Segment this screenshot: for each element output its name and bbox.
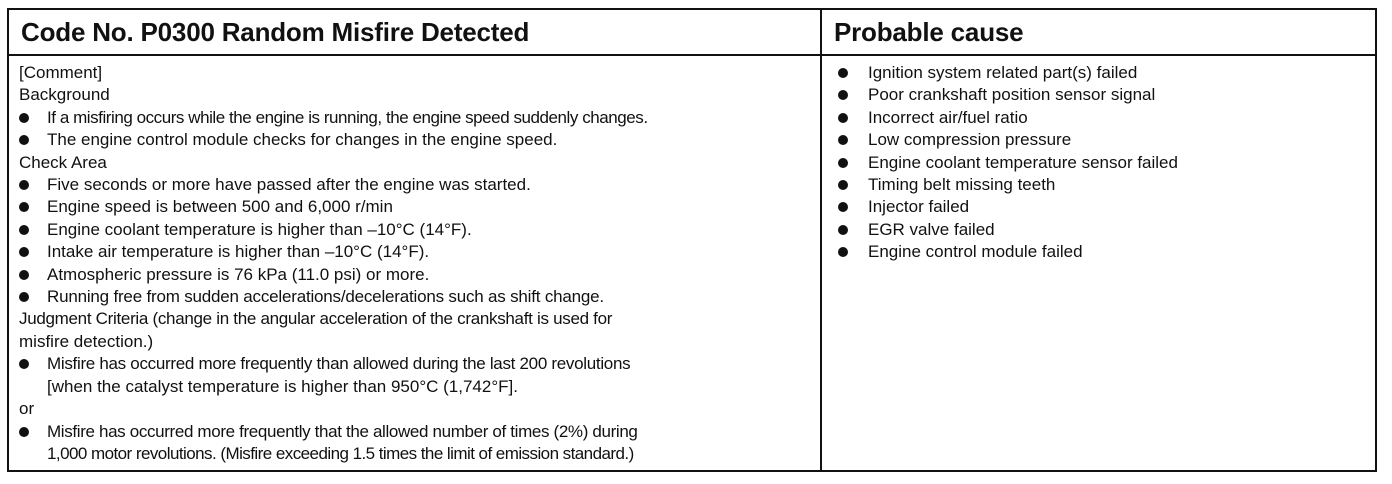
probable-cause-list (822, 56, 1375, 470)
list-item: Timing belt missing teeth (838, 174, 1365, 196)
comment-section (9, 56, 822, 470)
bullet-icon (19, 247, 29, 257)
list-item: EGR valve failed (838, 219, 1365, 241)
bullet-icon (19, 225, 29, 235)
check-area-label: Check Area (19, 152, 107, 172)
probable-cause-title: Probable cause (822, 10, 1375, 56)
bullet-icon (838, 135, 848, 145)
list-item-cont: 1,000 motor revolutions. (Misfire exceeding 1.5 times the limit of emission standard.) (47, 443, 634, 463)
background-label: Background (19, 85, 110, 105)
list-item: Ignition system related part(s) failed (838, 62, 1365, 84)
bullet-icon (838, 247, 848, 257)
list-item: If a misfiring occurs while the engine is running, the engine speed suddenly changes. (19, 107, 810, 129)
bullet-icon (19, 270, 29, 280)
bullet-icon (838, 113, 848, 123)
bullet-icon (19, 180, 29, 190)
list-item: Engine coolant temperature is higher than –10°C (14°F). (19, 219, 810, 241)
list-item: Running free from sudden accelerations/decelerations such as shift change. (19, 286, 810, 308)
judgment-criteria-label: Judgment Criteria (change in the angular acceleration of the crankshaft is used for (19, 309, 613, 329)
list-item: Engine coolant temperature sensor failed (838, 152, 1365, 174)
or-label: or (19, 399, 35, 419)
list-item-cont: [when the catalyst temperature is higher than 950°C (1,742°F]. (47, 376, 518, 396)
list-item: Five seconds or more have passed after the engine was started. (19, 174, 810, 196)
code-title: Code No. P0300 Random Misfire Detected (9, 10, 822, 56)
list-item: Engine speed is between 500 and 6,000 r/min (19, 196, 810, 218)
list-item: Misfire has occurred more frequently that the allowed number of times (2%) during (19, 421, 810, 443)
list-item: Incorrect air/fuel ratio (838, 107, 1365, 129)
bullet-icon (19, 135, 29, 145)
comment-label: [Comment] (19, 63, 103, 82)
list-item: The engine control module checks for changes in the engine speed. (19, 129, 810, 151)
list-item: Low compression pressure (838, 129, 1365, 151)
bullet-icon (838, 158, 848, 168)
list-item: Misfire has occurred more frequently than allowed during the last 200 revolutions (19, 353, 810, 375)
list-item: Engine control module failed (838, 241, 1365, 263)
bullet-icon (19, 359, 29, 369)
bullet-icon (838, 225, 848, 235)
list-item: Poor crankshaft position sensor signal (838, 84, 1365, 106)
bullet-icon (838, 68, 848, 78)
bullet-icon (19, 113, 29, 123)
bullet-icon (19, 292, 29, 302)
bullet-icon (838, 180, 848, 190)
bullet-icon (838, 90, 848, 100)
judgment-criteria-label-cont: misfire detection.) (19, 331, 154, 351)
bullet-icon (19, 427, 29, 437)
bullet-icon (19, 202, 29, 212)
dtc-table (7, 8, 1377, 472)
list-item: Intake air temperature is higher than –10°C (14°F). (19, 241, 810, 263)
list-item: Atmospheric pressure is 76 kPa (11.0 psi) or more. (19, 264, 810, 286)
bullet-icon (838, 202, 848, 212)
list-item: Injector failed (838, 196, 1365, 218)
